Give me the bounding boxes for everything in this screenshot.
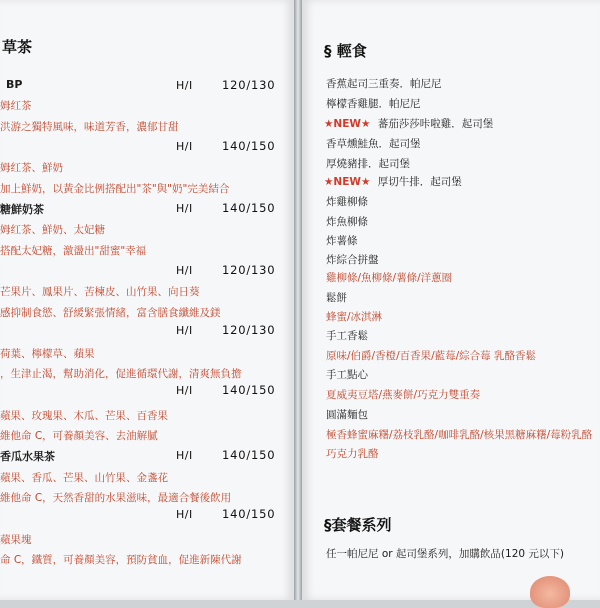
set-meal-section-title: §套餐系列 [324,516,392,534]
menu-item: 香蕉起司三重奏．帕尼尼 [326,78,442,90]
tea-item-ingredients: 姆红茶、鮮奶 [0,162,63,174]
thumb-finger [530,576,570,608]
tea-item-size: H/I [176,264,193,277]
tea-item-description: 感抑制食慾、舒緩緊張情緒，富含膳食纖維及鎂 [0,307,221,319]
tea-item-name: BP [6,78,23,91]
tea-item-description: 搭配太妃糖，激盪出"甜蜜"幸福 [0,245,147,257]
tea-item-ingredients: 蘋果塊 [0,534,32,546]
tea-item-price: 120/130 [222,323,276,337]
menu-item-text: 厚切牛排．起司堡 [377,176,462,188]
tea-item-size: H/I [176,508,193,521]
tea-item-description: 維他命 C，天然香甜的水果滋味，最適合餐後飲用 [0,492,232,504]
menu-item: 圓滿麵包 [326,409,368,421]
menu-page-left [0,0,294,600]
left-section-title: 草茶 [2,38,33,56]
tea-item-size: H/I [176,324,193,337]
tea-item-price: 140/150 [222,507,276,521]
book-gutter [294,0,302,600]
menu-item-options: 原味/伯爵/香橙/百香果/藍莓/綜合莓 乳酪香鬆 [326,350,537,362]
menu-item: 檸檬香雞腿．帕尼尼 [326,98,421,110]
tea-item-size: H/I [176,384,193,397]
menu-item [324,174,462,189]
tea-item-size: H/I [176,79,193,92]
menu-page-right [302,0,600,600]
menu-item: 手工點心 [326,369,368,381]
tea-item-ingredients: 荷葉、檸檬草、蘋果 [0,348,95,360]
menu-item: 炸魚柳條 [326,216,368,228]
menu-item: 炸雞柳條 [326,196,368,208]
menu-item-options: 極香蜂蜜麻糬/荔枝乳酪/咖啡乳酪/核果黑糖麻糬/莓粉乳酪 [326,429,593,441]
set-meal-description: 任一帕尼尼 or 起司堡系列，加購飲品(120 元以下) [326,548,564,560]
tea-item-size: H/I [176,449,193,462]
tea-item-description: ，生津止渴，幫助消化，促進循環代謝，清爽無負擔 [0,368,242,380]
tea-item-price: 140/150 [222,139,276,153]
tea-item-price: 120/130 [222,263,276,277]
tea-item-ingredients: 芒果片、鳳果片、苦楝皮、山竹果、向日葵 [0,286,200,298]
tea-item-price: 140/150 [222,201,276,215]
tea-item-description: 命 C，鐵質，可養顏美容，預防貧血，促進新陳代謝 [0,554,242,566]
tea-item-price: 140/150 [222,448,276,462]
menu-item-options: 夏威夷豆塔/燕麥餅/巧克力雙重奏 [326,389,481,401]
tea-item-ingredients: 姆红茶 [0,100,32,112]
menu-item-text: 蕃茄莎莎咔啦雞．起司堡 [377,118,494,130]
tea-item-price: 140/150 [222,383,276,397]
menu-item: 炸薯條 [326,235,358,247]
tea-item-name: 糖鮮奶茶 [0,203,44,216]
menu-item-options: 雞柳條/魚柳條/薯條/洋蔥圈 [326,272,453,284]
tea-item-description: 維他命 C，可養顏美容、去油解膩 [0,430,158,442]
tea-item-description: 加上鮮奶，以黃金比例搭配出"茶"與"奶"完美結合 [0,183,230,195]
menu-item: 香草燻鮭魚．起司堡 [326,138,421,150]
menu-item-options: 巧克力乳酪 [326,448,379,460]
tea-item-name: 香瓜水果茶 [0,450,55,463]
menu-item [324,116,493,131]
menu-item: 厚燒豬排．起司堡 [326,158,410,170]
tea-item-size: H/I [176,202,193,215]
tea-item-description: 洪游之獨特風味，味道芳香，濃郁甘甜 [0,121,179,133]
tea-item-ingredients: 蘋果、玫瑰果、木瓜、芒果、百香果 [0,410,168,422]
tea-item-size: H/I [176,140,193,153]
light-meal-section-title: § 輕食 [324,42,367,60]
menu-item-options: 蜂蜜/冰淇淋 [326,311,383,323]
new-badge: ★NEW★ [324,176,371,188]
menu-item: 炸綜合拼盤 [326,254,379,266]
tea-item-ingredients: 姆红茶、鮮奶、太妃糖 [0,224,105,236]
menu-item: 鬆餅 [326,292,347,304]
menu-item: 手工香鬆 [326,330,368,342]
tea-item-ingredients: 蘋果、香瓜、芒果、山竹果、金盞花 [0,472,168,484]
new-badge: ★NEW★ [324,118,371,130]
tea-item-price: 120/130 [222,78,276,92]
